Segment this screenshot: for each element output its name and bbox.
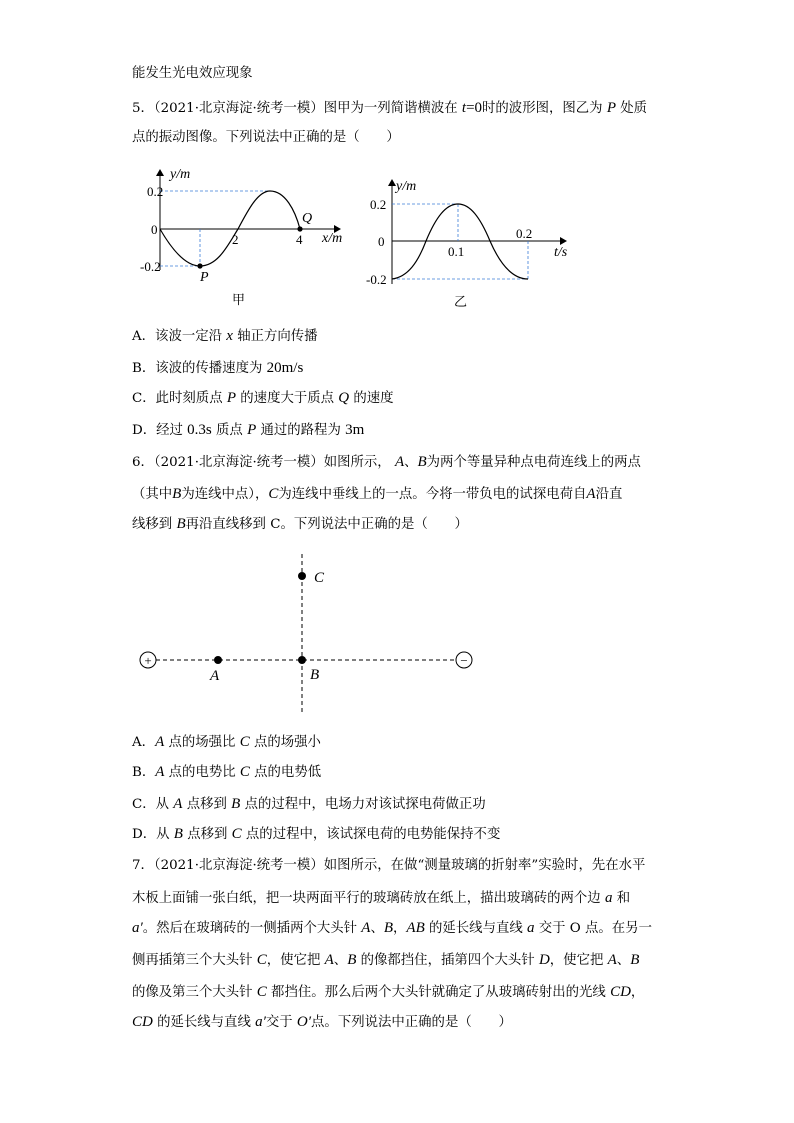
q5-option-d[interactable]: D．经过 0.3s 质点 P 通过的路程为 3m <box>132 422 365 438</box>
svg-text:甲: 甲 <box>232 293 246 308</box>
q6-option-c[interactable]: C．从 A 点移到 B 点的过程中，电场力对该试探电荷做正功 <box>132 796 486 812</box>
svg-text:-0.2: -0.2 <box>366 272 387 287</box>
svg-text:−: − <box>460 653 468 668</box>
svg-text:Q: Q <box>302 211 313 226</box>
svg-text:0.1: 0.1 <box>448 244 465 259</box>
point-b <box>298 656 306 664</box>
svg-text:乙: 乙 <box>454 295 468 310</box>
q6-stem-line3: 线移到 B再沿直线移到 C。下列说法中正确的是（ ） <box>132 516 468 532</box>
q7-stem-line1: 7．（2021·北京海淀·统考一模）如图所示，在做“测量玻璃的折射率”实验时，先在水平 <box>132 858 646 873</box>
q7-stem-line5: 的像及第三个大头针 C 都挡住。那么后两个大头针就确定了从玻璃砖射出的光线 CD， <box>132 984 645 1000</box>
svg-text:-0.2: -0.2 <box>140 259 161 274</box>
svg-text:0.2: 0.2 <box>516 226 533 241</box>
positive-charge <box>140 652 156 668</box>
q5-option-a[interactable]: A．该波一定沿 x 轴正方向传播 <box>132 328 318 344</box>
jia-point-p <box>197 263 202 268</box>
q5-stem-line1: 5．（2021·北京海淀·统考一模）图甲为一列简谐横波在 t=0时的波形图，图乙为 P 处质 <box>132 100 648 116</box>
svg-text:t/s: t/s <box>554 245 568 260</box>
q6-option-a[interactable]: A．A 点的场强比 C 点的场强小 <box>132 734 321 750</box>
svg-text:0: 0 <box>378 234 385 249</box>
svg-text:+: + <box>144 653 152 668</box>
q5-figure-yi <box>366 172 586 312</box>
svg-text:2: 2 <box>232 232 239 247</box>
q7-stem-line2: 木板上面铺一张白纸，把一块两面平行的玻璃砖放在纸上，描出玻璃砖的两个边 a 和 <box>132 890 631 906</box>
svg-text:B: B <box>310 667 320 683</box>
point-a <box>214 656 222 664</box>
negative-charge <box>456 652 472 668</box>
q6-option-d[interactable]: D．从 B 点移到 C 点的过程中，该试探电荷的电势能保持不变 <box>132 826 501 842</box>
svg-text:0: 0 <box>151 222 158 237</box>
continuation-text: 能发生光电效应现象 <box>132 66 253 81</box>
svg-text:A: A <box>210 668 220 684</box>
q5-option-c[interactable]: C．此时刻质点 P 的速度大于质点 Q 的速度 <box>132 390 394 406</box>
svg-text:x/m: x/m <box>322 231 343 246</box>
q6-stem-line2: （其中B为连线中点），C为连线中垂线上的一点。今将一带负电的试探电荷自A沿直 <box>132 486 623 502</box>
q6-charge-figure <box>130 548 490 718</box>
q5-stem-line2: 点的振动图像。下列说法中正确的是（ ） <box>132 130 400 145</box>
jia-point-q <box>297 226 302 231</box>
svg-text:0.2: 0.2 <box>147 184 164 199</box>
q6-option-b[interactable]: B．A 点的电势比 C 点的电势低 <box>132 764 322 780</box>
q7-stem-line4: 侧再插第三个大头针 C，使它把 A、B 的像都挡住，插第四个大头针 D，使它把 A、B <box>132 952 640 968</box>
svg-text:y/m: y/m <box>396 179 417 194</box>
q5-option-b[interactable]: B．该波的传播速度为 20m/s <box>132 360 304 376</box>
svg-text:y/m: y/m <box>170 167 191 182</box>
q6-stem-line1: 6．（2021·北京海淀·统考一模）如图所示， A、B为两个等量异种点电荷连线上的两点 <box>132 454 641 470</box>
q5-figure-jia <box>140 160 370 310</box>
point-c <box>298 572 306 580</box>
svg-text:C: C <box>314 570 325 586</box>
svg-text:P: P <box>200 270 209 285</box>
svg-text:4: 4 <box>296 232 303 247</box>
q7-stem-line3: a′。然后在玻璃砖的一侧插两个大头针 A、B，AB 的延长线与直线 a 交于 O 点。在另一 <box>132 920 652 936</box>
svg-text:0.2: 0.2 <box>370 197 387 212</box>
q7-stem-line6: CD 的延长线与直线 a′交于 O′点。下列说法中正确的是（ ） <box>132 1014 512 1030</box>
